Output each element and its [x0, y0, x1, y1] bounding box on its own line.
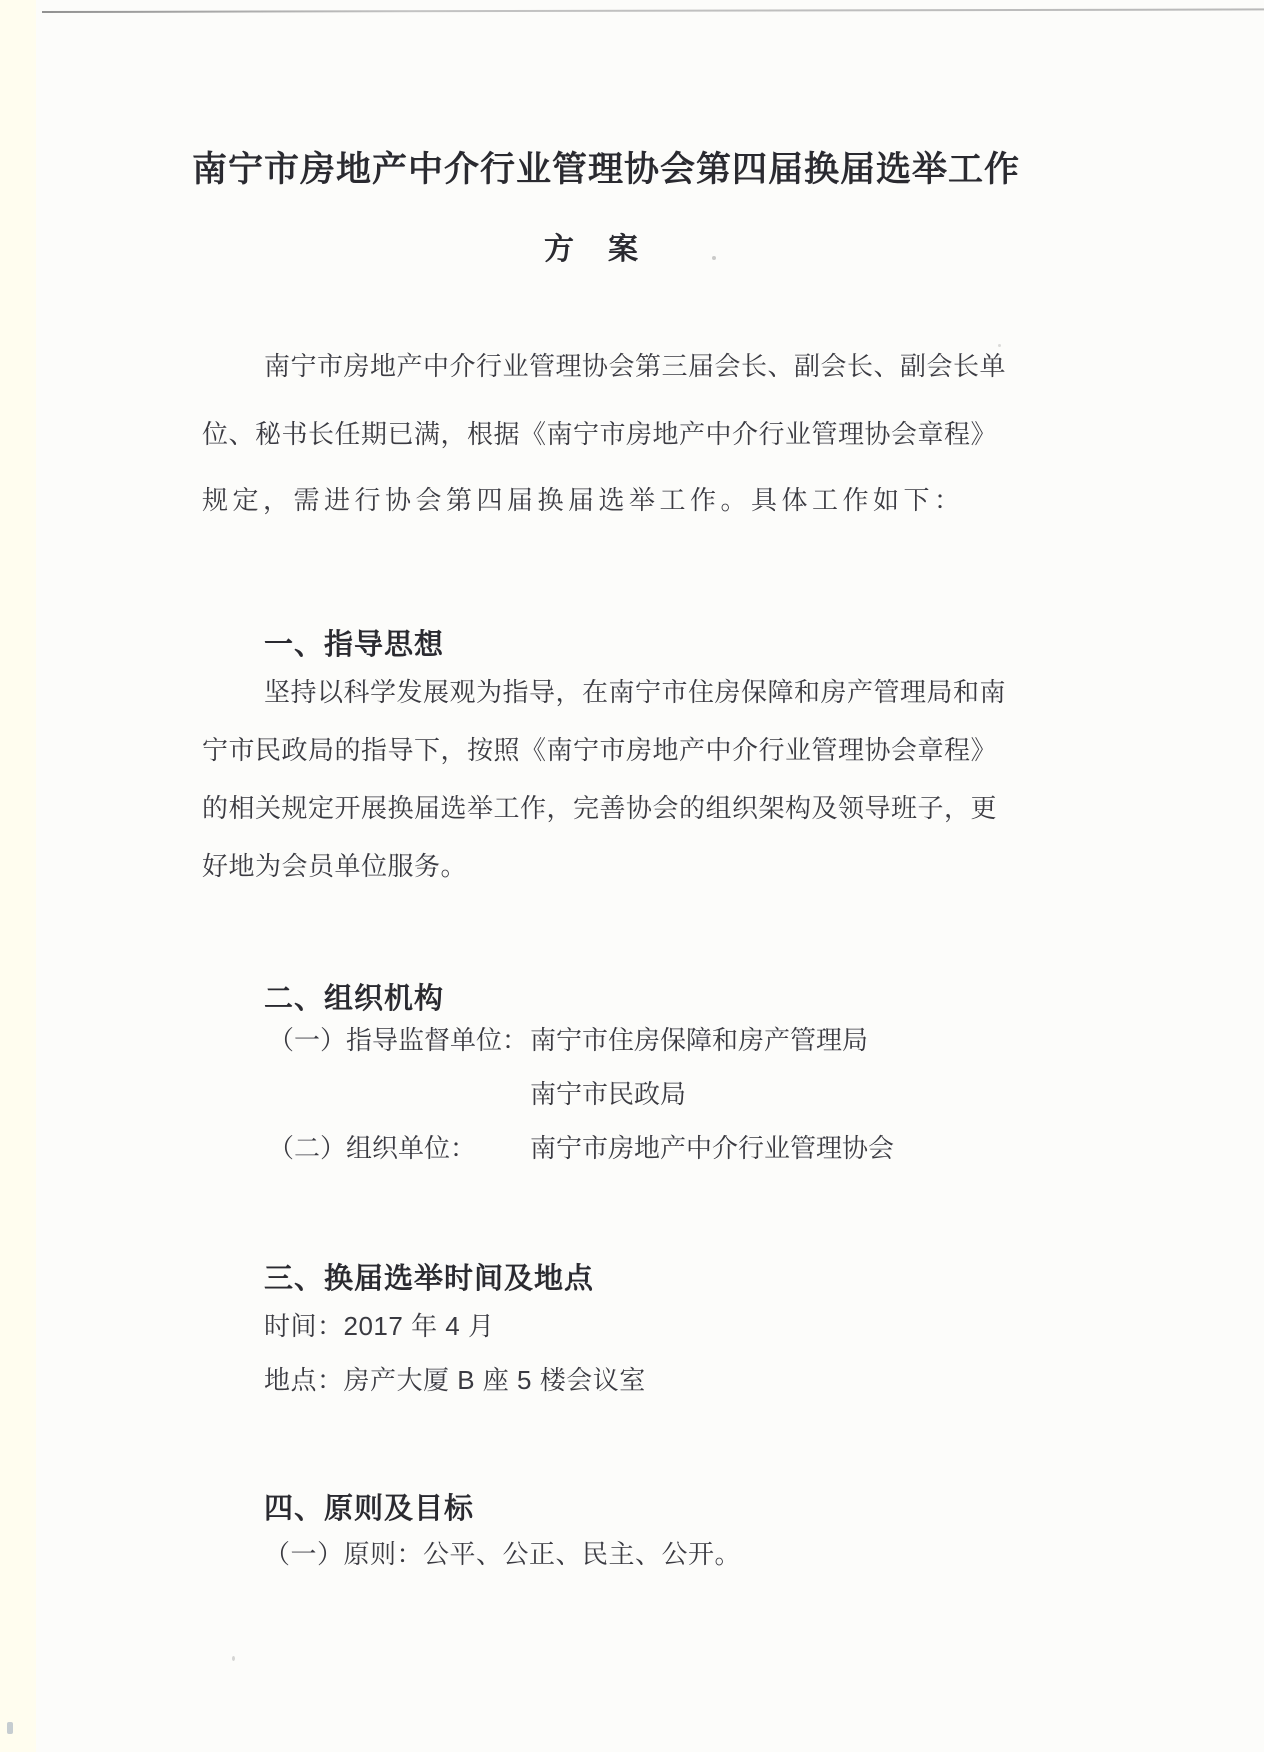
- body-line: 宁市民政局的指导下，按照《南宁市房地产中介行业管理协会章程》: [202, 735, 998, 765]
- section-heading: 三、换届选举时间及地点: [264, 1263, 595, 1295]
- section-heading: 一、指导思想: [264, 629, 445, 661]
- section-heading: 四、原则及目标: [264, 1493, 475, 1525]
- scan-top-edge-line: [42, 8, 1264, 13]
- org-item-value: 南宁市住房保障和房产管理局: [530, 1025, 869, 1055]
- document-title-line2: 方 案: [544, 233, 640, 266]
- body-line: 好地为会员单位服务。: [202, 851, 468, 881]
- org-item: [268, 1026, 868, 1056]
- scan-left-margin-strip: [0, 0, 36, 1752]
- org-item-label: （二）组织单位：: [268, 1133, 477, 1163]
- scan-speck: [998, 344, 1001, 347]
- scan-speck: [232, 1656, 235, 1661]
- body-line: 时间：2017 年 4 月: [264, 1311, 495, 1341]
- org-item-value: 南宁市房地产中介行业管理协会: [530, 1133, 895, 1163]
- document-title-line1: 南宁市房地产中介行业管理协会第四届换届选举工作: [192, 150, 1021, 189]
- org-item-value-line2: 南宁市民政局: [530, 1079, 687, 1109]
- body-line: 地点：房产大厦 B 座 5 楼会议室: [264, 1365, 646, 1395]
- body-line: （一）原则：公平、公正、民主、公开。: [264, 1539, 742, 1569]
- section-heading: 二、组织机构: [264, 983, 445, 1015]
- org-item: [268, 1134, 894, 1164]
- scan-speck: [7, 1722, 13, 1734]
- intro-line: 南宁市房地产中介行业管理协会第三届会长、副会长、副会长单: [264, 351, 1007, 381]
- intro-line: 规定，需进行协会第四届换届选举工作。具体工作如下：: [202, 485, 965, 515]
- body-line: 坚持以科学发展观为指导，在南宁市住房保障和房产管理局和南: [264, 677, 1007, 707]
- body-line: 的相关规定开展换届选举工作，完善协会的组织架构及领导班子，更: [202, 793, 998, 823]
- intro-line: 位、秘书长任期已满，根据《南宁市房地产中介行业管理协会章程》: [202, 419, 998, 449]
- org-item-label: （一）指导监督单位：: [268, 1025, 529, 1055]
